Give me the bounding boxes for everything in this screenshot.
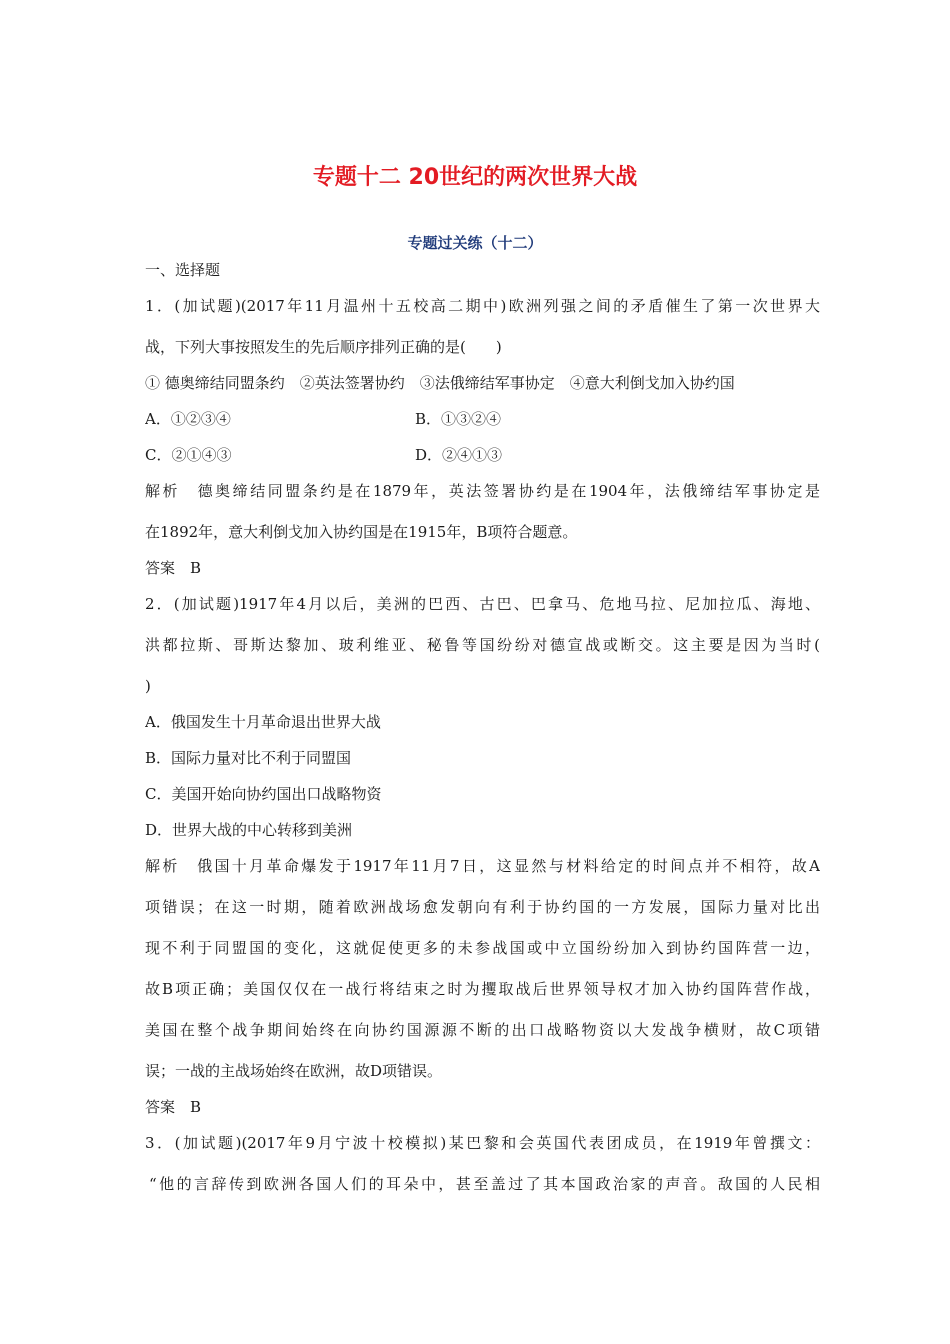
q2-option-a: A．俄国发生十月革命退出世界大战 xyxy=(145,713,381,731)
q2-stem-line-2: 洪都拉斯、哥斯达黎加、玻利维亚、秘鲁等国纷纷对德宣战或断交。这主要是因为当时( xyxy=(145,636,820,654)
q2-stem-line-3: ) xyxy=(145,677,151,695)
q1-option-a: A．①②③④ xyxy=(145,410,231,428)
q1-analysis-line-2: 在1892年，意大利倒戈加入协约国是在1915年，B项符合题意。 xyxy=(145,523,578,541)
q2-option-c: C．美国开始向协约国出口战略物资 xyxy=(145,785,382,803)
q1-option-c: C．②①④③ xyxy=(145,446,232,464)
q2-analysis-line-6: 误；一战的主战场始终在欧洲，故D项错误。 xyxy=(145,1062,443,1080)
q2-option-b: B．国际力量对比不利于同盟国 xyxy=(145,749,352,767)
q2-answer: 答案 B xyxy=(145,1098,202,1116)
q2-analysis-line-1: 解析 俄国十月革命爆发于1917年11月7日，这显然与材料给定的时间点并不相符，故A xyxy=(145,857,820,875)
q1-option-b: B．①③②④ xyxy=(415,410,502,428)
q2-analysis-line-4: 故B项正确；美国仅仅在一战行将结束之时为攫取战后世界领导权才加入协约国阵营作战， xyxy=(145,980,820,998)
q1-items: ① 德奥缔结同盟条约 ②英法签署协约 ③法俄缔结军事协定 ④意大利倒戈加入协约国 xyxy=(145,374,735,392)
q1-stem-line-2: 战，下列大事按照发生的先后顺序排列正确的是( ) xyxy=(145,338,502,356)
q1-analysis-line-1: 解析 德奥缔结同盟条约是在1879年，英法签署协约是在1904年，法俄缔结军事协定是 xyxy=(145,482,820,500)
q2-analysis-line-3: 现不利于同盟国的变化，这就促使更多的未参战国或中立国纷纷加入到协约国阵营一边， xyxy=(145,939,820,957)
q3-stem-line-1: 3．(加试题)(2017年9月宁波十校模拟)某巴黎和会英国代表团成员，在1919年曾撰文： xyxy=(145,1134,820,1152)
section-heading: 一、选择题 xyxy=(145,261,221,279)
page-title: 专题十二 20世纪的两次世界大战 xyxy=(312,165,638,190)
q1-answer: 答案 B xyxy=(145,559,202,577)
q2-analysis-line-2: 项错误；在这一时期，随着欧洲战场愈发朝向有利于协约国的一方发展，国际力量对比出 xyxy=(145,898,820,916)
q1-stem-line-1: 1．(加试题)(2017年11月温州十五校高二期中)欧洲列强之间的矛盾催生了第一次世界大 xyxy=(145,297,820,315)
section-title: 专题过关练（十二） xyxy=(407,234,543,252)
q3-stem-line-2: “他的言辞传到欧洲各国人们的耳朵中，甚至盖过了其本国政治家的声音。敌国的人民相 xyxy=(149,1175,820,1193)
q1-option-d: D．②④①③ xyxy=(415,446,503,464)
q2-stem-line-1: 2．(加试题)1917年4月以后，美洲的巴西、古巴、巴拿马、危地马拉、尼加拉瓜、海地、 xyxy=(145,595,820,613)
q2-option-d: D．世界大战的中心转移到美洲 xyxy=(145,821,353,839)
q2-analysis-line-5: 美国在整个战争期间始终在向协约国源源不断的出口战略物资以大发战争横财，故C项错 xyxy=(145,1021,820,1039)
